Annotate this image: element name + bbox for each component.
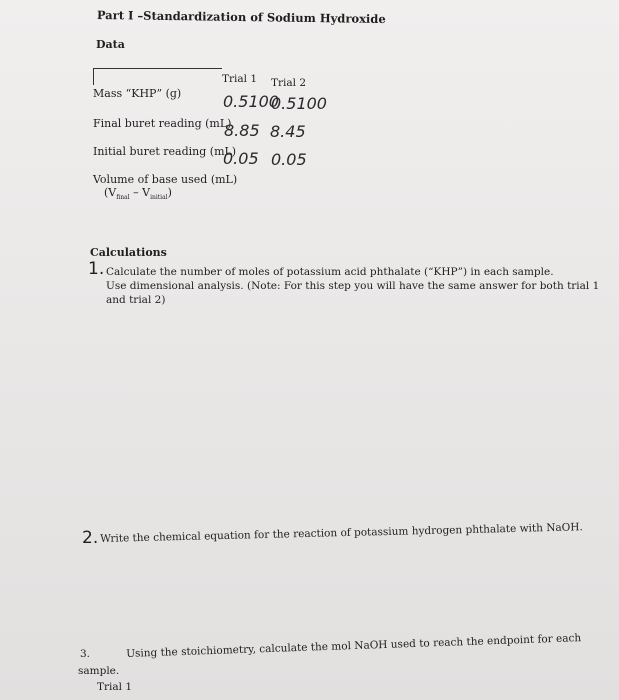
row-label-volume-base: Volume of base used (mL): [93, 173, 238, 186]
row-label-final-buret: Final buret reading (mL): [93, 117, 232, 130]
col-header-trial-1: Trial 1: [222, 73, 258, 85]
question-1-line-1: Calculate the number of moles of potassium acid phthalate (“KHP”) in each sample.: [106, 266, 554, 278]
question-3-line-2: sample.: [78, 665, 120, 677]
question-2-text: Write the chemical equation for the reaction of potassium hydrogen phthalate with NaOH.: [100, 521, 583, 545]
formula-close: ): [167, 186, 172, 199]
question-3-number: 3.: [80, 648, 91, 660]
row-label-mass: Mass “KHP” (g): [93, 87, 182, 100]
subscript-initial: initial: [150, 194, 168, 202]
table-corner-rule: [93, 68, 222, 85]
row-label-initial-buret: Initial buret reading (mL): [93, 145, 237, 158]
value-mass-trial-2: 0.5100: [271, 94, 327, 113]
question-1-line-3: and trial 2): [106, 294, 166, 306]
question-3-text: Using the stoichiometry, calculate the mol NaOH used to reach the endpoint for each: [126, 632, 582, 660]
question-1-line-2: Use dimensional analysis. (Note: For this step you will have the same answer for both trial 1: [106, 280, 600, 292]
value-final-trial-2: 8.45: [270, 122, 306, 141]
value-initial-trial-1: 0.05: [223, 149, 259, 168]
value-initial-trial-2: 0.05: [271, 150, 307, 169]
col-header-trial-2: Trial 2: [271, 77, 307, 89]
formula-v-final: (V: [104, 186, 117, 199]
page-title: Part I –Standardization of Sodium Hydroxide: [96, 8, 386, 27]
calculations-heading: Calculations: [90, 246, 167, 259]
question-1-number: 1.: [88, 259, 105, 279]
subscript-final: final: [116, 194, 130, 202]
value-final-trial-1: 8.85: [224, 121, 260, 140]
volume-formula: [104, 186, 172, 201]
question-2-number: 2.: [82, 528, 99, 548]
question-3-trial-1: Trial 1: [97, 681, 133, 693]
formula-v-initial: – V: [129, 186, 151, 199]
data-heading: Data: [96, 38, 125, 51]
value-mass-trial-1: 0.5100: [223, 92, 279, 111]
